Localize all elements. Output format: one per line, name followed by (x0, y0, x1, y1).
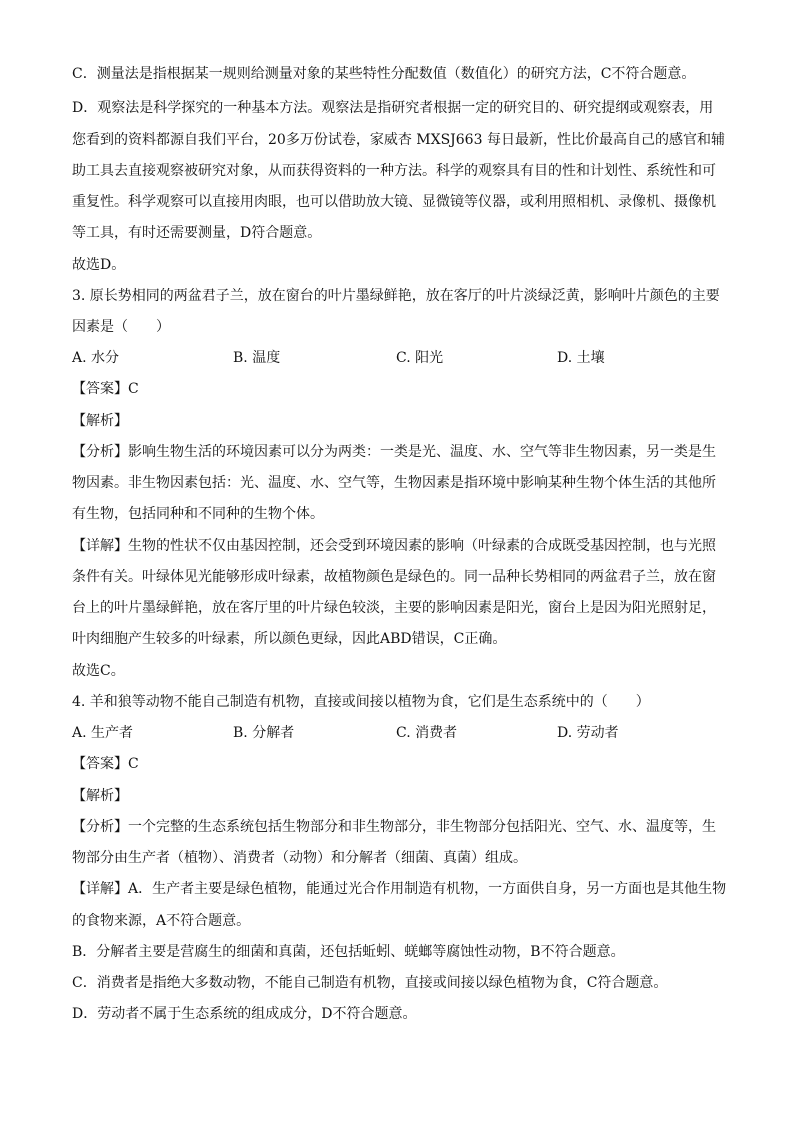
q4-answer: 【答案】C (72, 756, 139, 772)
q3-analysis-line-2: 物因素。非生物因素包括：光、温度、水、空气等，生物因素是指环境中影响某种生物个体生活的其他所 (72, 475, 716, 491)
q4-option-c-explanation: C．消费者是指绝大多数动物，不能自己制造有机物，直接或间接以绿色植物为食，C符合题意。 (72, 975, 668, 991)
q4-option-b-explanation: B．分解者主要是营腐生的细菌和真菌，还包括蚯蚓、蜣螂等腐蚀性动物，B不符合题意。 (72, 944, 625, 960)
q3-answer: 【答案】C (72, 381, 139, 397)
q3-analysis-header: 【解析】 (72, 413, 128, 429)
q3-stem-line-2: 因素是（ ） (72, 319, 170, 335)
q2-conclusion: 故选D。 (72, 257, 126, 273)
q3-analysis-line-3: 有生物，包括同种和不同种的生物个体。 (72, 506, 324, 522)
q4-analysis-header: 【解析】 (72, 788, 128, 804)
q4-detail-line-2: 的食物来源，A不符合题意。 (72, 913, 251, 929)
q4-stem: 4. 羊和狼等动物不能自己制造有机物，直接或间接以植物为食，它们是生态系统中的（ ） (72, 694, 650, 710)
q4-option-d: D. 劳动者 (557, 725, 619, 741)
q4-option-b: B. 分解者 (233, 725, 295, 741)
q3-option-a: A. 水分 (72, 350, 120, 366)
q4-option-c: C. 消费者 (396, 725, 458, 741)
q3-option-b: B. 温度 (233, 350, 281, 366)
option-d-explanation-line-4: 重复性。科学观察可以直接用肉眼，也可以借助放大镜、显微镜等仪器，或利用照相机、录像机、摄像机 (72, 194, 716, 210)
q4-detail-line-1: 【详解】A．生产者主要是绿色植物，能通过光合作用制造有机物，一方面供自身，另一方面也是其他生物 (72, 881, 727, 897)
option-d-explanation-line-2: 您看到的资料都源自我们平台，20多万份试卷，家威杏 MXSJ663 每日最新，性比价最高自己的感官和辅 (72, 132, 725, 148)
q3-stem-line-1: 3. 原长势相同的两盆君子兰，放在窗台的叶片墨绿鲜艳，放在客厅的叶片淡绿泛黄，影响叶片颜色的主要 (72, 288, 720, 304)
q4-option-a: A. 生产者 (72, 725, 134, 741)
option-d-explanation-line-3: 助工具去直接观察被研究对象，从而获得资料的一种方法。科学的观察具有目的性和计划性、系统性和可 (72, 163, 716, 179)
q3-detail-line-4: 叶肉细胞产生较多的叶绿素，所以颜色更绿，因此ABD错误，C正确。 (72, 631, 507, 647)
q3-option-c: C. 阳光 (396, 350, 444, 366)
option-c-explanation: C．测量法是指根据某一规则给测量对象的某些特性分配数值（数值化）的研究方法，C不符合题意。 (72, 66, 696, 82)
q3-conclusion: 故选C。 (72, 663, 125, 679)
q4-analysis-line-2: 物部分由生产者（植物）、消费者（动物）和分解者（细菌、真菌）组成。 (72, 850, 527, 866)
q3-detail-line-2: 条件有关。叶绿体见光能够形成叶绿素，故植物颜色是绿色的。同一品种长势相同的两盆君子兰，放在窗 (72, 569, 716, 585)
q3-detail-line-1: 【详解】生物的性状不仅由基因控制，还会受到环境因素的影响（叶绿素的合成既受基因控制，也与光照 (72, 538, 716, 554)
q4-option-d-explanation: D．劳动者不属于生态系统的组成成分，D不符合题意。 (72, 1006, 417, 1022)
q3-analysis-line-1: 【分析】影响生物生活的环境因素可以分为两类：一类是光、温度、水、空气等非生物因素，另一类是生 (72, 444, 716, 460)
option-d-explanation-line-1: D．观察法是科学探究的一种基本方法。观察法是指研究者根据一定的研究目的、研究提纲或观察表，用 (72, 100, 714, 116)
q3-option-d: D. 土壤 (557, 350, 605, 366)
q3-detail-line-3: 台上的叶片墨绿鲜艳，放在客厅里的叶片绿色较淡，主要的影响因素是阳光，窗台上是因为阳光照射足， (72, 600, 716, 616)
option-d-explanation-line-5: 等工具，有时还需要测量，D符合题意。 (72, 225, 322, 241)
q4-analysis-line-1: 【分析】一个完整的生态系统包括生物部分和非生物部分，非生物部分包括阳光、空气、水、温度等，生 (72, 819, 716, 835)
